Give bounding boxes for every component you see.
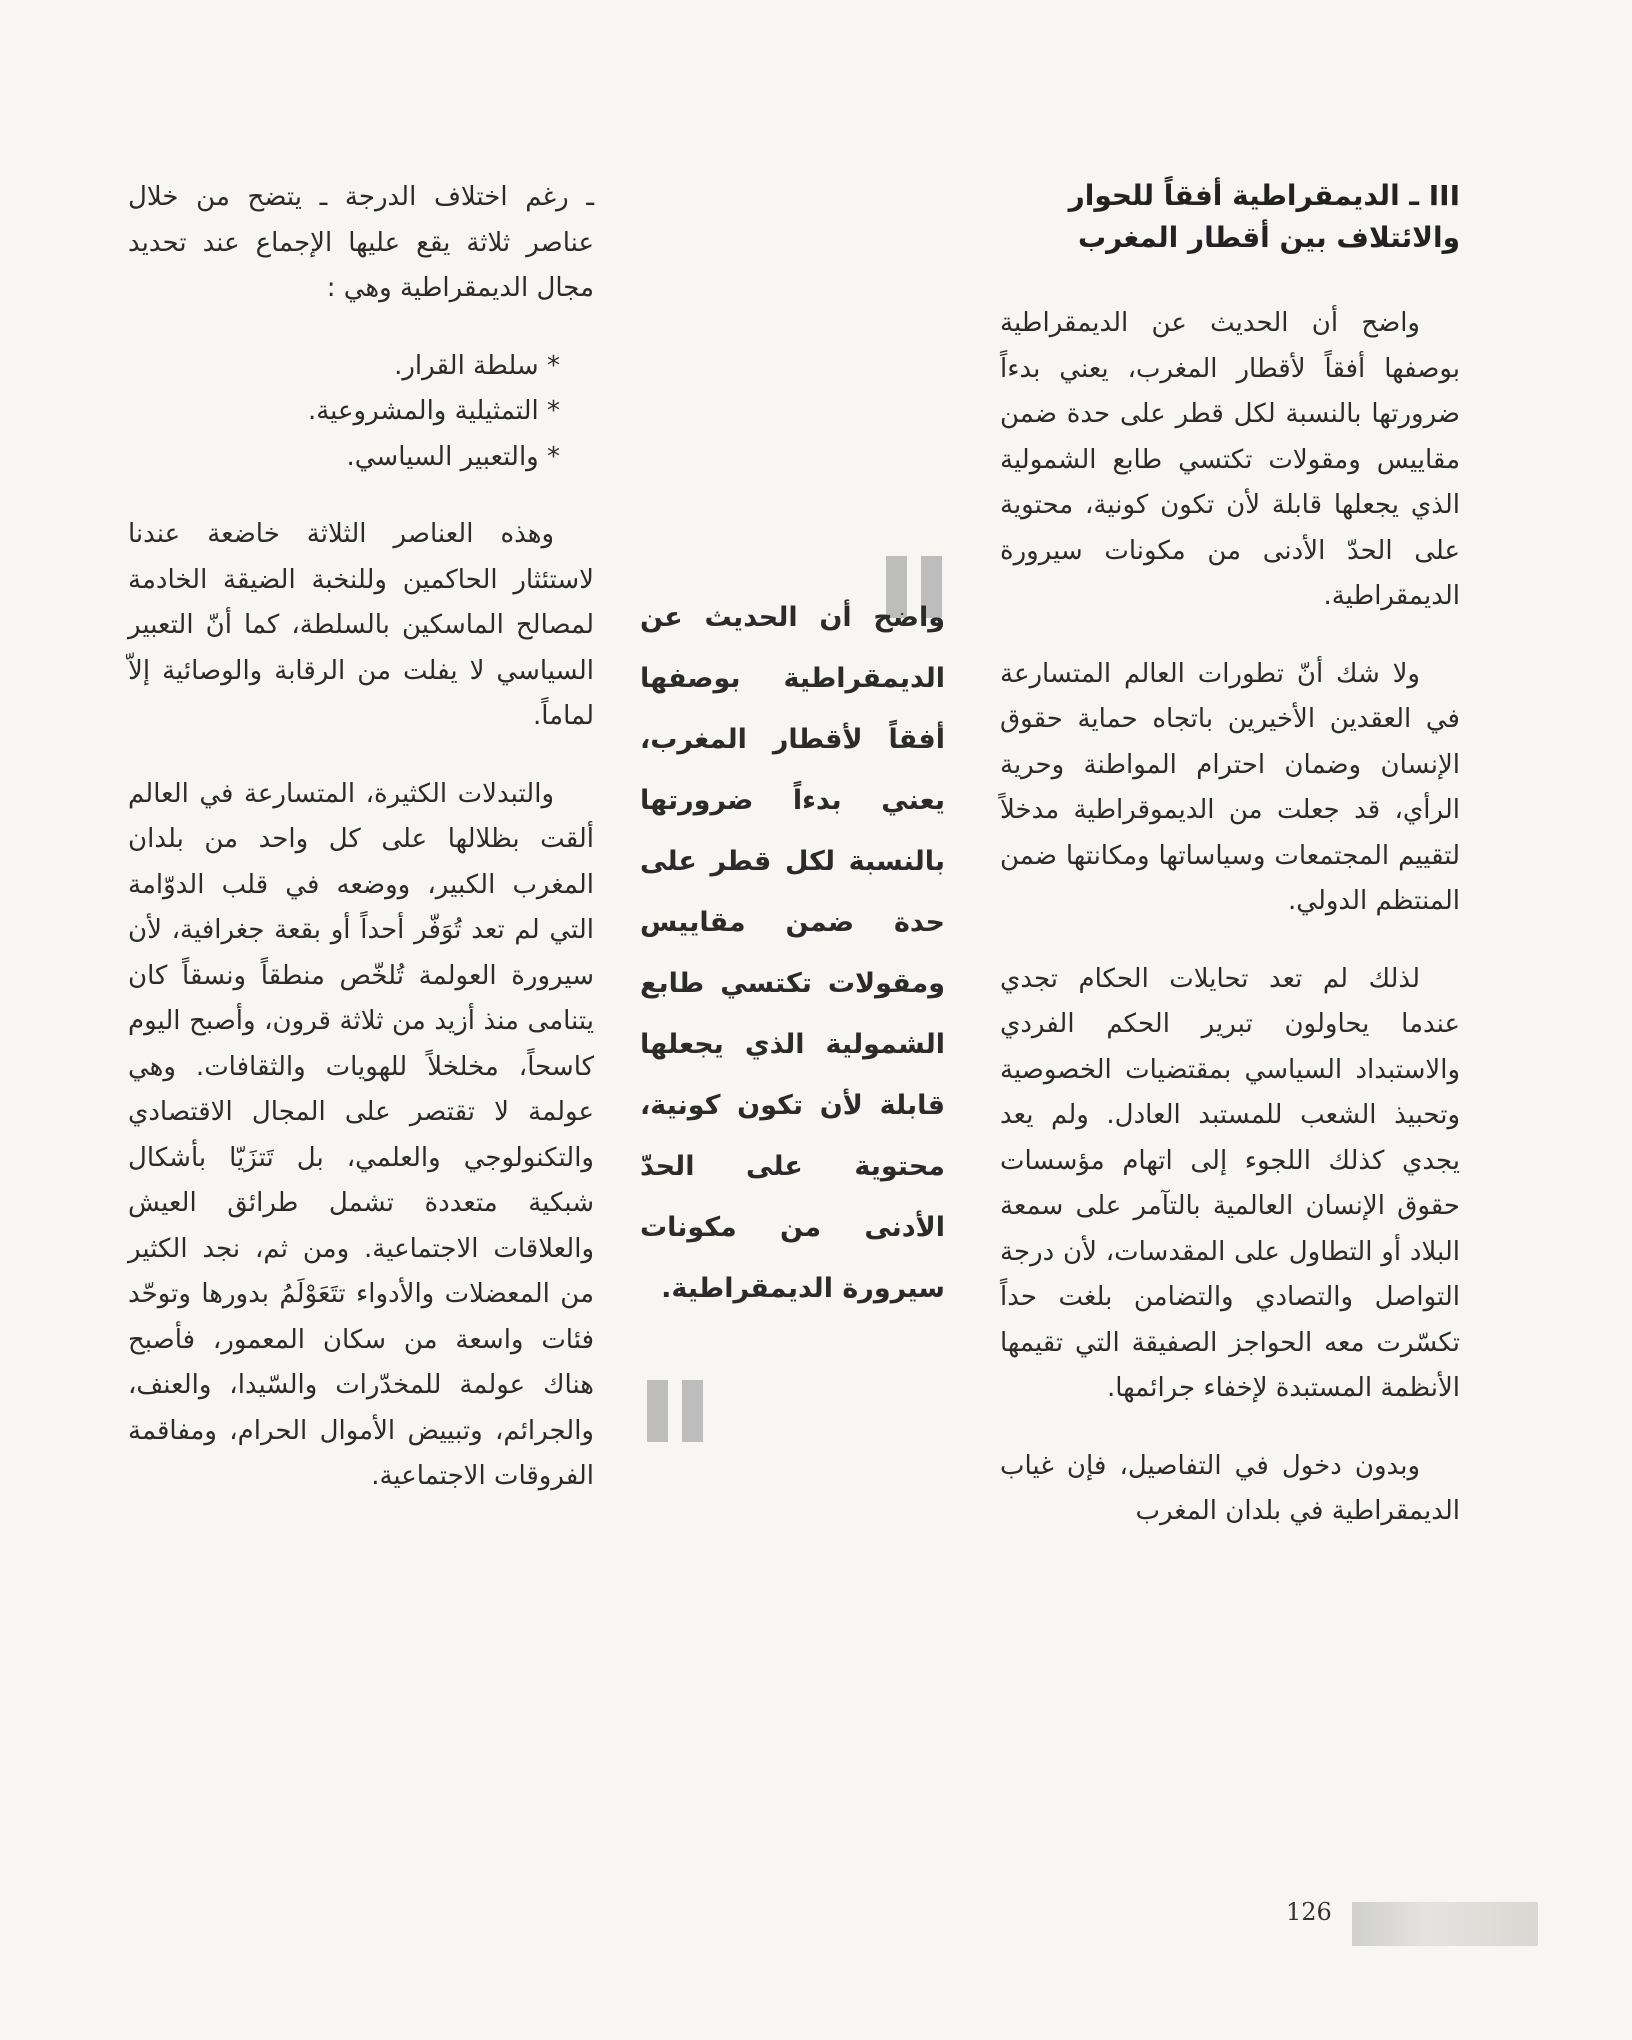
pull-quote <box>640 560 945 1346</box>
right-column <box>1000 175 1460 1567</box>
bullet-list <box>128 344 594 481</box>
page-number: 126 <box>1286 1898 1332 1926</box>
pull-quote-close-mark <box>647 1380 703 1442</box>
paragraph: ولا شك أنّ تطورات العالم المتسارعة في العقدين الأخيرين باتجاه حماية حقوق الإنسان وضمان احترام المواطنة وحرية الرأي، قد جعلت من الديموقراطية مدخلاً لتقييم المجتمعات وسياساتها ومكانتها ضمن المنتظم الدولي. <box>1000 658 1460 916</box>
left-column <box>128 175 594 1532</box>
pull-quote-text: واضح أن الحديث عن الديمقراطية بوصفها أفقاً لأقطار المغرب، يعني بدءاً ضرورتها بالنسبة لكل قطر على حدة ضمن مقاييس ومقولات تكتسي طابع الشمولية الذي يجعلها قابلة لأن تكون كونية، محتوية على الحدّ الأدنى من مكونات سيرورة الديمقراطية. <box>640 602 945 1304</box>
list-item: * التمثيلية والمشروعية. <box>128 389 560 435</box>
list-item: * والتعبير السياسي. <box>128 435 560 481</box>
folio-band <box>1352 1902 1538 1946</box>
paragraph: وهذه العناصر الثلاثة خاضعة عندنا لاستئثار الحاكمين وللنخبة الضيقة الخادمة لمصالح الماسكين بالسلطة، كما أنّ التعبير السياسي لا يفلت من الرقابة والوصائية إلاّ لماماً. <box>128 519 594 731</box>
paragraph: لذلك لم تعد تحايلات الحكام تجدي عندما يحاولون تبرير الحكم الفردي والاستبداد السياسي بمقتضيات الخصوصية وتحبيذ الشعب للمستبد العادل. ولم يعد يجدي كذلك اللجوء إلى اتهام مؤسسات حقوق الإنسان العالمية بالتآمر على سمعة البلاد أو التطاول على المقدسات، لأن درجة التواصل والتصادي والتضامن بلغت حداً تكسّرت معه الحواجز الصفيقة التي تقيمها الأنظمة المستبدة لإخفاء جرائمها. <box>1000 963 1460 1403</box>
paragraph: واضح أن الحديث عن الديمقراطية بوصفها أفقاً لأقطار المغرب، يعني بدءاً ضرورتها بالنسبة لكل قطر على حدة ضمن مقاييس ومقولات تكتسي طابع الشمولية الذي يجعلها قابلة لأن تكون كونية، محتوية على الحدّ الأدنى من مكونات سيرورة الديمقراطية. <box>1000 308 1460 611</box>
section-heading: III ـ الديمقراطية أفقاً للحوار والائتلاف بين أقطار المغرب <box>1068 179 1460 254</box>
paragraph: وبدون دخول في التفاصيل، فإن غياب الديمقراطية في بلدان المغرب <box>1000 1450 1460 1526</box>
paragraph: ـ رغم اختلاف الدرجة ـ يتضح من خلال عناصر ثلاثة يقع عليها الإجماع عند تحديد مجال الديمقراطية وهي : <box>128 182 594 303</box>
list-item: * سلطة القرار. <box>128 344 560 390</box>
paragraph: والتبدلات الكثيرة، المتسارعة في العالم ألقت بظلالها على كل واحد من بلدان المغرب الكبير، ووضعه في قلب الدوّامة التي لم تعد تُوَفّر أحداً أو بقعة جغرافية، لأن سيرورة العولمة تُلخّص منطقاً ونسقاً كان يتنامى منذ أزيد من ثلاثة قرون، وأصبح اليوم كاسحاً، مخلخلاً للهويات والثقافات. وهي عولمة لا تقتصر على المجال الاقتصادي والتكنولوجي والعلمي، بل تَتزَيّا بأشكال شبكية متعددة تشمل طرائق العيش والعلاقات الاجتماعية. ومن ثم، نجد الكثير من المعضلات والأدواء تتَعَوْلَمُ بدورها وتوحّد فئات واسعة من سكان المعمور، فأصبح هناك عولمة للمخدّرات والسّيدا، والعنف، والجرائم، وتبييض الأموال الحرام، ومفاقمة الفروقات الاجتماعية. <box>128 778 594 1491</box>
